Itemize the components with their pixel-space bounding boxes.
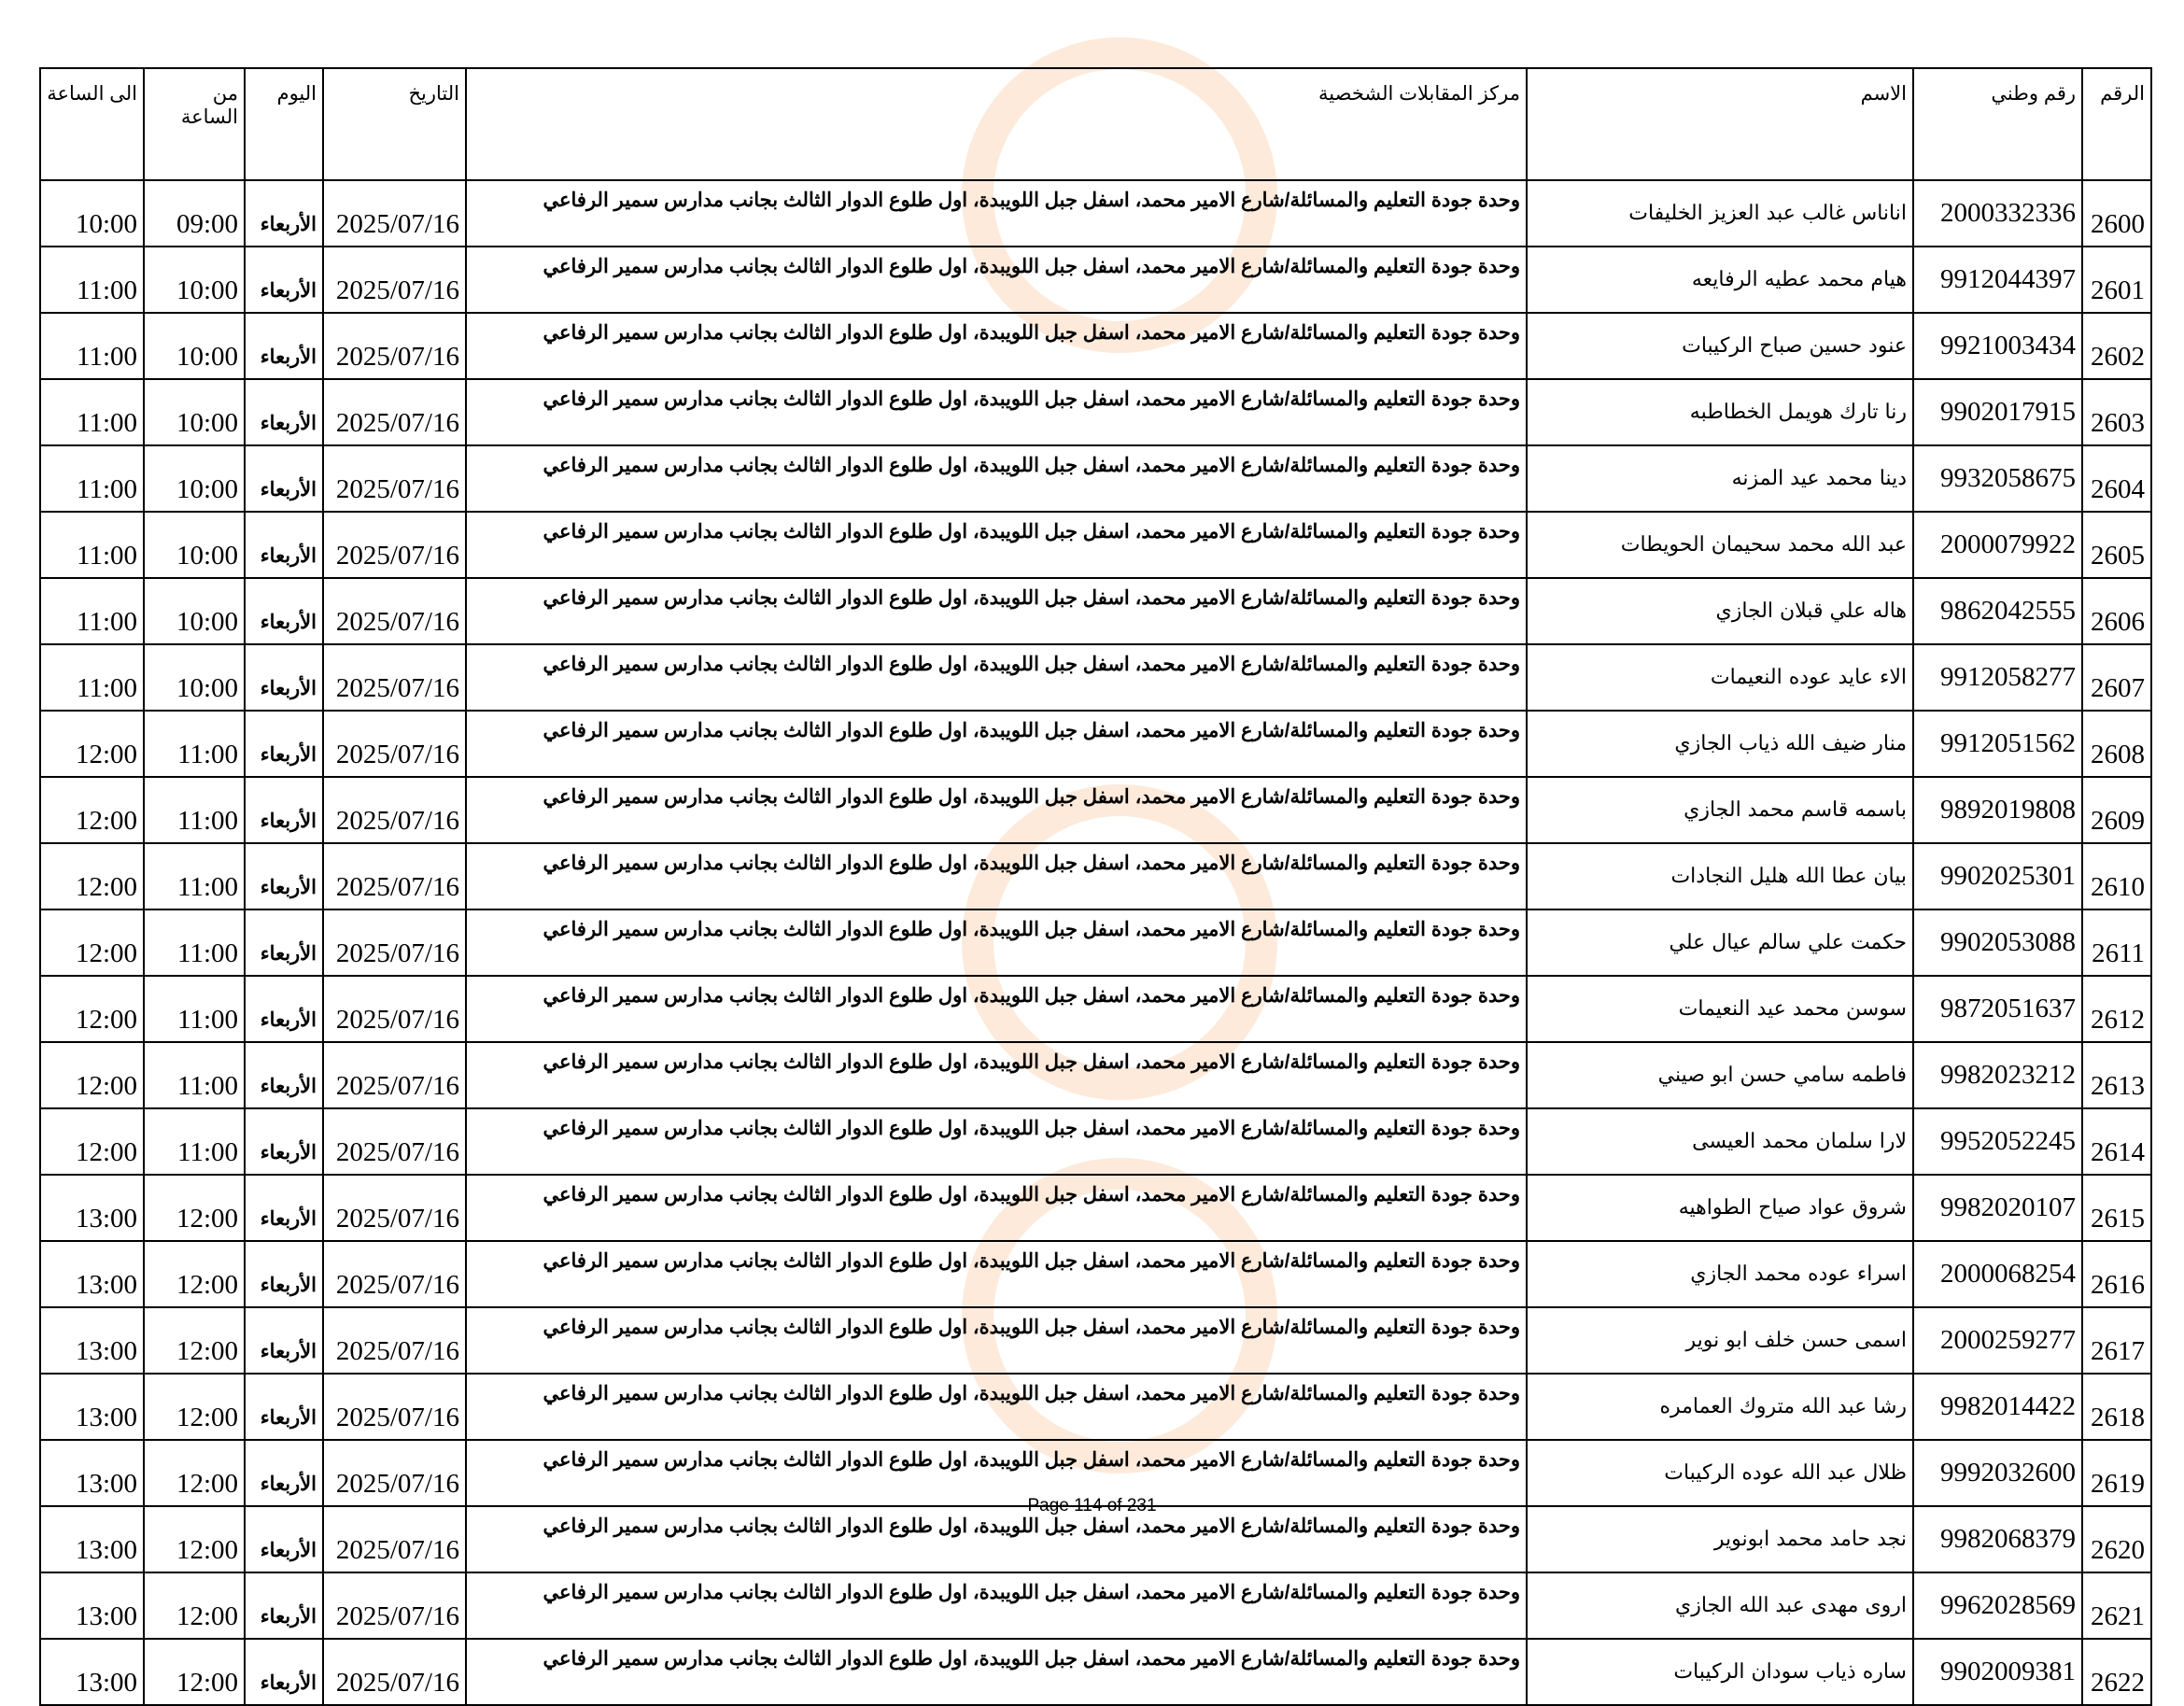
- cell-from-time: 10:00: [144, 247, 245, 313]
- cell-national-id: 9982020107: [1913, 1175, 2082, 1241]
- cell-from-time: 12:00: [144, 1639, 245, 1705]
- cell-to-time: 11:00: [40, 578, 144, 644]
- table-row: [40, 445, 2151, 512]
- cell-date: 2025/07/16: [323, 247, 466, 313]
- cell-date: 2025/07/16: [323, 180, 466, 247]
- cell-from-time: 11:00: [144, 843, 245, 909]
- cell-center: وحدة جودة التعليم والمسائلة/شارع الامير محمد، اسفل جبل اللويبدة، اول طلوع الدوار الثالث بجانب مدارس سمير الرفاعي: [466, 1639, 1527, 1705]
- cell-to-time: 11:00: [40, 644, 144, 711]
- page-number: Page 114 of 231: [1027, 1496, 1157, 1516]
- cell-day: الأربعاء: [245, 1506, 323, 1572]
- cell-num: 2601: [2082, 247, 2151, 313]
- cell-national-id: 9952052245: [1913, 1108, 2082, 1175]
- table-row: [40, 578, 2151, 644]
- cell-day: الأربعاء: [245, 1307, 323, 1374]
- cell-num: 2603: [2082, 379, 2151, 445]
- cell-to-time: 12:00: [40, 777, 144, 843]
- cell-center: وحدة جودة التعليم والمسائلة/شارع الامير محمد، اسفل جبل اللويبدة، اول طلوع الدوار الثالث بجانب مدارس سمير الرفاعي: [466, 578, 1527, 644]
- cell-national-id: 9982014422: [1913, 1374, 2082, 1440]
- cell-name: الاء عايد عوده النعيمات: [1527, 644, 1913, 711]
- header-name: الاسم: [1527, 68, 1913, 180]
- cell-num: 2600: [2082, 180, 2151, 247]
- cell-date: 2025/07/16: [323, 1042, 466, 1108]
- cell-day: الأربعاء: [245, 247, 323, 313]
- cell-national-id: 9912051562: [1913, 711, 2082, 777]
- cell-center: وحدة جودة التعليم والمسائلة/شارع الامير محمد، اسفل جبل اللويبدة، اول طلوع الدوار الثالث بجانب مدارس سمير الرفاعي: [466, 843, 1527, 909]
- cell-name: عنود حسين صباح الركيبات: [1527, 313, 1913, 379]
- cell-date: 2025/07/16: [323, 578, 466, 644]
- header-center: مركز المقابلات الشخصية: [466, 68, 1527, 180]
- table-row: [40, 1241, 2151, 1307]
- cell-national-id: 9902009381: [1913, 1639, 2082, 1705]
- cell-num: 2606: [2082, 578, 2151, 644]
- cell-date: 2025/07/16: [323, 1506, 466, 1572]
- cell-center: وحدة جودة التعليم والمسائلة/شارع الامير محمد، اسفل جبل اللويبدة، اول طلوع الدوار الثالث بجانب مدارس سمير الرفاعي: [466, 1440, 1527, 1506]
- cell-to-time: 12:00: [40, 909, 144, 976]
- cell-day: الأربعاء: [245, 313, 323, 379]
- cell-name: اسراء عوده محمد الجازي: [1527, 1241, 1913, 1307]
- cell-from-time: 12:00: [144, 1440, 245, 1506]
- cell-date: 2025/07/16: [323, 1639, 466, 1705]
- cell-to-time: 12:00: [40, 976, 144, 1042]
- header-date: التاريخ: [323, 68, 466, 180]
- cell-num: 2611: [2082, 909, 2151, 976]
- cell-to-time: 13:00: [40, 1572, 144, 1639]
- cell-day: الأربعاء: [245, 777, 323, 843]
- cell-num: 2613: [2082, 1042, 2151, 1108]
- cell-day: الأربعاء: [245, 644, 323, 711]
- cell-national-id: 2000259277: [1913, 1307, 2082, 1374]
- cell-center: وحدة جودة التعليم والمسائلة/شارع الامير محمد، اسفل جبل اللويبدة، اول طلوع الدوار الثالث بجانب مدارس سمير الرفاعي: [466, 313, 1527, 379]
- cell-name: رشا عبد الله متروك العمامره: [1527, 1374, 1913, 1440]
- cell-date: 2025/07/16: [323, 1175, 466, 1241]
- cell-day: الأربعاء: [245, 843, 323, 909]
- cell-to-time: 13:00: [40, 1440, 144, 1506]
- cell-day: الأربعاء: [245, 1639, 323, 1705]
- cell-center: وحدة جودة التعليم والمسائلة/شارع الامير محمد، اسفل جبل اللويبدة، اول طلوع الدوار الثالث بجانب مدارس سمير الرفاعي: [466, 512, 1527, 578]
- cell-date: 2025/07/16: [323, 843, 466, 909]
- cell-name: حكمت علي سالم عيال علي: [1527, 909, 1913, 976]
- cell-num: 2607: [2082, 644, 2151, 711]
- cell-day: الأربعاء: [245, 1042, 323, 1108]
- cell-to-time: 11:00: [40, 247, 144, 313]
- cell-from-time: 10:00: [144, 512, 245, 578]
- cell-name: باسمه قاسم محمد الجازي: [1527, 777, 1913, 843]
- cell-national-id: 9982023212: [1913, 1042, 2082, 1108]
- cell-date: 2025/07/16: [323, 1440, 466, 1506]
- table-row: [40, 909, 2151, 976]
- cell-to-time: 11:00: [40, 512, 144, 578]
- header-day: اليوم: [245, 68, 323, 180]
- cell-to-time: 11:00: [40, 445, 144, 512]
- cell-num: 2622: [2082, 1639, 2151, 1705]
- cell-name: فاطمه سامي حسن ابو صيني: [1527, 1042, 1913, 1108]
- cell-date: 2025/07/16: [323, 1374, 466, 1440]
- cell-num: 2614: [2082, 1108, 2151, 1175]
- cell-to-time: 13:00: [40, 1374, 144, 1440]
- cell-date: 2025/07/16: [323, 512, 466, 578]
- header-from: من الساعة: [144, 68, 245, 180]
- cell-num: 2610: [2082, 843, 2151, 909]
- cell-name: نجد حامد محمد ابونوير: [1527, 1506, 1913, 1572]
- cell-date: 2025/07/16: [323, 445, 466, 512]
- cell-date: 2025/07/16: [323, 1572, 466, 1639]
- cell-center: وحدة جودة التعليم والمسائلة/شارع الامير محمد، اسفل جبل اللويبدة، اول طلوع الدوار الثالث بجانب مدارس سمير الرفاعي: [466, 644, 1527, 711]
- cell-name: دينا محمد عيد المزنه: [1527, 445, 1913, 512]
- cell-national-id: 9912058277: [1913, 644, 2082, 711]
- cell-to-time: 12:00: [40, 1108, 144, 1175]
- cell-from-time: 10:00: [144, 445, 245, 512]
- cell-center: وحدة جودة التعليم والمسائلة/شارع الامير محمد، اسفل جبل اللويبدة، اول طلوع الدوار الثالث بجانب مدارس سمير الرفاعي: [466, 1374, 1527, 1440]
- table-row: [40, 777, 2151, 843]
- cell-name: اناناس غالب عبد العزيز الخليفات: [1527, 180, 1913, 247]
- table-row: [40, 1175, 2151, 1241]
- cell-num: 2602: [2082, 313, 2151, 379]
- cell-name: شروق عواد صياح الطواهيه: [1527, 1175, 1913, 1241]
- cell-name: عبد الله محمد سحيمان الحويطات: [1527, 512, 1913, 578]
- cell-center: وحدة جودة التعليم والمسائلة/شارع الامير محمد، اسفل جبل اللويبدة، اول طلوع الدوار الثالث بجانب مدارس سمير الرفاعي: [466, 711, 1527, 777]
- cell-date: 2025/07/16: [323, 909, 466, 976]
- cell-name: منار ضيف الله ذياب الجازي: [1527, 711, 1913, 777]
- cell-from-time: 10:00: [144, 578, 245, 644]
- cell-day: الأربعاء: [245, 909, 323, 976]
- cell-from-time: 10:00: [144, 379, 245, 445]
- table-row: [40, 512, 2151, 578]
- table-row: [40, 1639, 2151, 1705]
- cell-num: 2609: [2082, 777, 2151, 843]
- cell-to-time: 13:00: [40, 1639, 144, 1705]
- cell-national-id: 2000079922: [1913, 512, 2082, 578]
- cell-to-time: 12:00: [40, 1042, 144, 1108]
- cell-from-time: 11:00: [144, 1108, 245, 1175]
- cell-national-id: 9912044397: [1913, 247, 2082, 313]
- cell-num: 2619: [2082, 1440, 2151, 1506]
- cell-name: ساره ذياب سودان الركيبات: [1527, 1639, 1913, 1705]
- cell-num: 2604: [2082, 445, 2151, 512]
- cell-to-time: 13:00: [40, 1175, 144, 1241]
- cell-center: وحدة جودة التعليم والمسائلة/شارع الامير محمد، اسفل جبل اللويبدة، اول طلوع الدوار الثالث بجانب مدارس سمير الرفاعي: [466, 1175, 1527, 1241]
- cell-national-id: 9962028569: [1913, 1572, 2082, 1639]
- cell-national-id: 9982068379: [1913, 1506, 2082, 1572]
- cell-day: الأربعاء: [245, 578, 323, 644]
- cell-name: هيام محمد عطيه الرفايعه: [1527, 247, 1913, 313]
- cell-to-time: 13:00: [40, 1307, 144, 1374]
- cell-from-time: 11:00: [144, 909, 245, 976]
- table-row: [40, 1108, 2151, 1175]
- table-row: [40, 313, 2151, 379]
- cell-day: الأربعاء: [245, 1374, 323, 1440]
- cell-center: وحدة جودة التعليم والمسائلة/شارع الامير محمد، اسفل جبل اللويبدة، اول طلوع الدوار الثالث بجانب مدارس سمير الرفاعي: [466, 445, 1527, 512]
- table-row: [40, 180, 2151, 247]
- cell-to-time: 12:00: [40, 711, 144, 777]
- cell-national-id: 9872051637: [1913, 976, 2082, 1042]
- cell-national-id: 2000332336: [1913, 180, 2082, 247]
- table-row: [40, 1374, 2151, 1440]
- cell-center: وحدة جودة التعليم والمسائلة/شارع الامير محمد، اسفل جبل اللويبدة، اول طلوع الدوار الثالث بجانب مدارس سمير الرفاعي: [466, 247, 1527, 313]
- cell-center: وحدة جودة التعليم والمسائلة/شارع الامير محمد، اسفل جبل اللويبدة، اول طلوع الدوار الثالث بجانب مدارس سمير الرفاعي: [466, 1241, 1527, 1307]
- cell-date: 2025/07/16: [323, 711, 466, 777]
- cell-name: رنا تارك هويمل الخطاطبه: [1527, 379, 1913, 445]
- cell-center: وحدة جودة التعليم والمسائلة/شارع الامير محمد، اسفل جبل اللويبدة، اول طلوع الدوار الثالث بجانب مدارس سمير الرفاعي: [466, 909, 1527, 976]
- cell-national-id: 2000068254: [1913, 1241, 2082, 1307]
- cell-name: لارا سلمان محمد العيسى: [1527, 1108, 1913, 1175]
- cell-national-id: 9932058675: [1913, 445, 2082, 512]
- cell-from-time: 12:00: [144, 1307, 245, 1374]
- cell-num: 2615: [2082, 1175, 2151, 1241]
- cell-from-time: 12:00: [144, 1241, 245, 1307]
- cell-day: الأربعاء: [245, 512, 323, 578]
- cell-day: الأربعاء: [245, 1440, 323, 1506]
- cell-center: وحدة جودة التعليم والمسائلة/شارع الامير محمد، اسفل جبل اللويبدة، اول طلوع الدوار الثالث بجانب مدارس سمير الرفاعي: [466, 379, 1527, 445]
- cell-center: وحدة جودة التعليم والمسائلة/شارع الامير محمد، اسفل جبل اللويبدة، اول طلوع الدوار الثالث بجانب مدارس سمير الرفاعي: [466, 180, 1527, 247]
- cell-name: اسمى حسن خلف ابو نوير: [1527, 1307, 1913, 1374]
- cell-date: 2025/07/16: [323, 1241, 466, 1307]
- cell-day: الأربعاء: [245, 1175, 323, 1241]
- cell-from-time: 12:00: [144, 1175, 245, 1241]
- cell-num: 2617: [2082, 1307, 2151, 1374]
- table-row: [40, 1572, 2151, 1639]
- header-to: الى الساعة: [40, 68, 144, 180]
- cell-to-time: 13:00: [40, 1506, 144, 1572]
- cell-name: بيان عطا الله هليل النجادات: [1527, 843, 1913, 909]
- table-row: [40, 843, 2151, 909]
- table-row: [40, 1307, 2151, 1374]
- cell-from-time: 10:00: [144, 313, 245, 379]
- cell-num: 2620: [2082, 1506, 2151, 1572]
- header-num: الرقم: [2082, 68, 2151, 180]
- table-row: [40, 247, 2151, 313]
- table-row: [40, 976, 2151, 1042]
- cell-national-id: 9902053088: [1913, 909, 2082, 976]
- cell-date: 2025/07/16: [323, 1307, 466, 1374]
- table-row: [40, 644, 2151, 711]
- cell-to-time: 12:00: [40, 843, 144, 909]
- cell-name: هاله علي قبلان الجازي: [1527, 578, 1913, 644]
- cell-num: 2616: [2082, 1241, 2151, 1307]
- cell-from-time: 12:00: [144, 1374, 245, 1440]
- cell-national-id: 9992032600: [1913, 1440, 2082, 1506]
- cell-to-time: 13:00: [40, 1241, 144, 1307]
- cell-center: وحدة جودة التعليم والمسائلة/شارع الامير محمد، اسفل جبل اللويبدة، اول طلوع الدوار الثالث بجانب مدارس سمير الرفاعي: [466, 1572, 1527, 1639]
- cell-national-id: 9902017915: [1913, 379, 2082, 445]
- cell-center: وحدة جودة التعليم والمسائلة/شارع الامير محمد، اسفل جبل اللويبدة، اول طلوع الدوار الثالث بجانب مدارس سمير الرفاعي: [466, 777, 1527, 843]
- table-row: [40, 1042, 2151, 1108]
- interview-schedule-table: [39, 67, 2152, 1706]
- cell-national-id: 9921003434: [1913, 313, 2082, 379]
- cell-num: 2621: [2082, 1572, 2151, 1639]
- cell-day: الأربعاء: [245, 1241, 323, 1307]
- cell-name: اروى مهدى عبد الله الجازي: [1527, 1572, 1913, 1639]
- cell-national-id: 9902025301: [1913, 843, 2082, 909]
- cell-from-time: 09:00: [144, 180, 245, 247]
- cell-to-time: 10:00: [40, 180, 144, 247]
- table-row: [40, 711, 2151, 777]
- cell-num: 2605: [2082, 512, 2151, 578]
- table-row: [40, 379, 2151, 445]
- cell-day: الأربعاء: [245, 445, 323, 512]
- cell-name: سوسن محمد عيد النعيمات: [1527, 976, 1913, 1042]
- cell-from-time: 11:00: [144, 777, 245, 843]
- cell-num: 2612: [2082, 976, 2151, 1042]
- cell-date: 2025/07/16: [323, 976, 466, 1042]
- cell-center: وحدة جودة التعليم والمسائلة/شارع الامير محمد، اسفل جبل اللويبدة، اول طلوع الدوار الثالث بجانب مدارس سمير الرفاعي: [466, 1307, 1527, 1374]
- cell-date: 2025/07/16: [323, 313, 466, 379]
- cell-center: وحدة جودة التعليم والمسائلة/شارع الامير محمد، اسفل جبل اللويبدة، اول طلوع الدوار الثالث بجانب مدارس سمير الرفاعي: [466, 1108, 1527, 1175]
- cell-from-time: 12:00: [144, 1506, 245, 1572]
- cell-num: 2618: [2082, 1374, 2151, 1440]
- table-header-row: [40, 68, 2151, 180]
- cell-national-id: 9892019808: [1913, 777, 2082, 843]
- cell-center: وحدة جودة التعليم والمسائلة/شارع الامير محمد، اسفل جبل اللويبدة، اول طلوع الدوار الثالث بجانب مدارس سمير الرفاعي: [466, 1042, 1527, 1108]
- cell-from-time: 11:00: [144, 1042, 245, 1108]
- cell-date: 2025/07/16: [323, 644, 466, 711]
- cell-date: 2025/07/16: [323, 1108, 466, 1175]
- cell-day: الأربعاء: [245, 1572, 323, 1639]
- cell-num: 2608: [2082, 711, 2151, 777]
- cell-date: 2025/07/16: [323, 379, 466, 445]
- cell-day: الأربعاء: [245, 379, 323, 445]
- cell-day: الأربعاء: [245, 1108, 323, 1175]
- cell-from-time: 10:00: [144, 644, 245, 711]
- cell-day: الأربعاء: [245, 711, 323, 777]
- cell-from-time: 12:00: [144, 1572, 245, 1639]
- cell-center: وحدة جودة التعليم والمسائلة/شارع الامير محمد، اسفل جبل اللويبدة، اول طلوع الدوار الثالث بجانب مدارس سمير الرفاعي: [466, 976, 1527, 1042]
- header-national-id: رقم وطني: [1913, 68, 2082, 180]
- cell-to-time: 11:00: [40, 313, 144, 379]
- cell-day: الأربعاء: [245, 180, 323, 247]
- cell-name: ظلال عبد الله عوده الركيبات: [1527, 1440, 1913, 1506]
- cell-to-time: 11:00: [40, 379, 144, 445]
- cell-from-time: 11:00: [144, 976, 245, 1042]
- cell-from-time: 11:00: [144, 711, 245, 777]
- cell-national-id: 9862042555: [1913, 578, 2082, 644]
- cell-date: 2025/07/16: [323, 777, 466, 843]
- cell-center: وحدة جودة التعليم والمسائلة/شارع الامير محمد، اسفل جبل اللويبدة، اول طلوع الدوار الثالث بجانب مدارس سمير الرفاعي: [466, 1506, 1527, 1572]
- cell-day: الأربعاء: [245, 976, 323, 1042]
